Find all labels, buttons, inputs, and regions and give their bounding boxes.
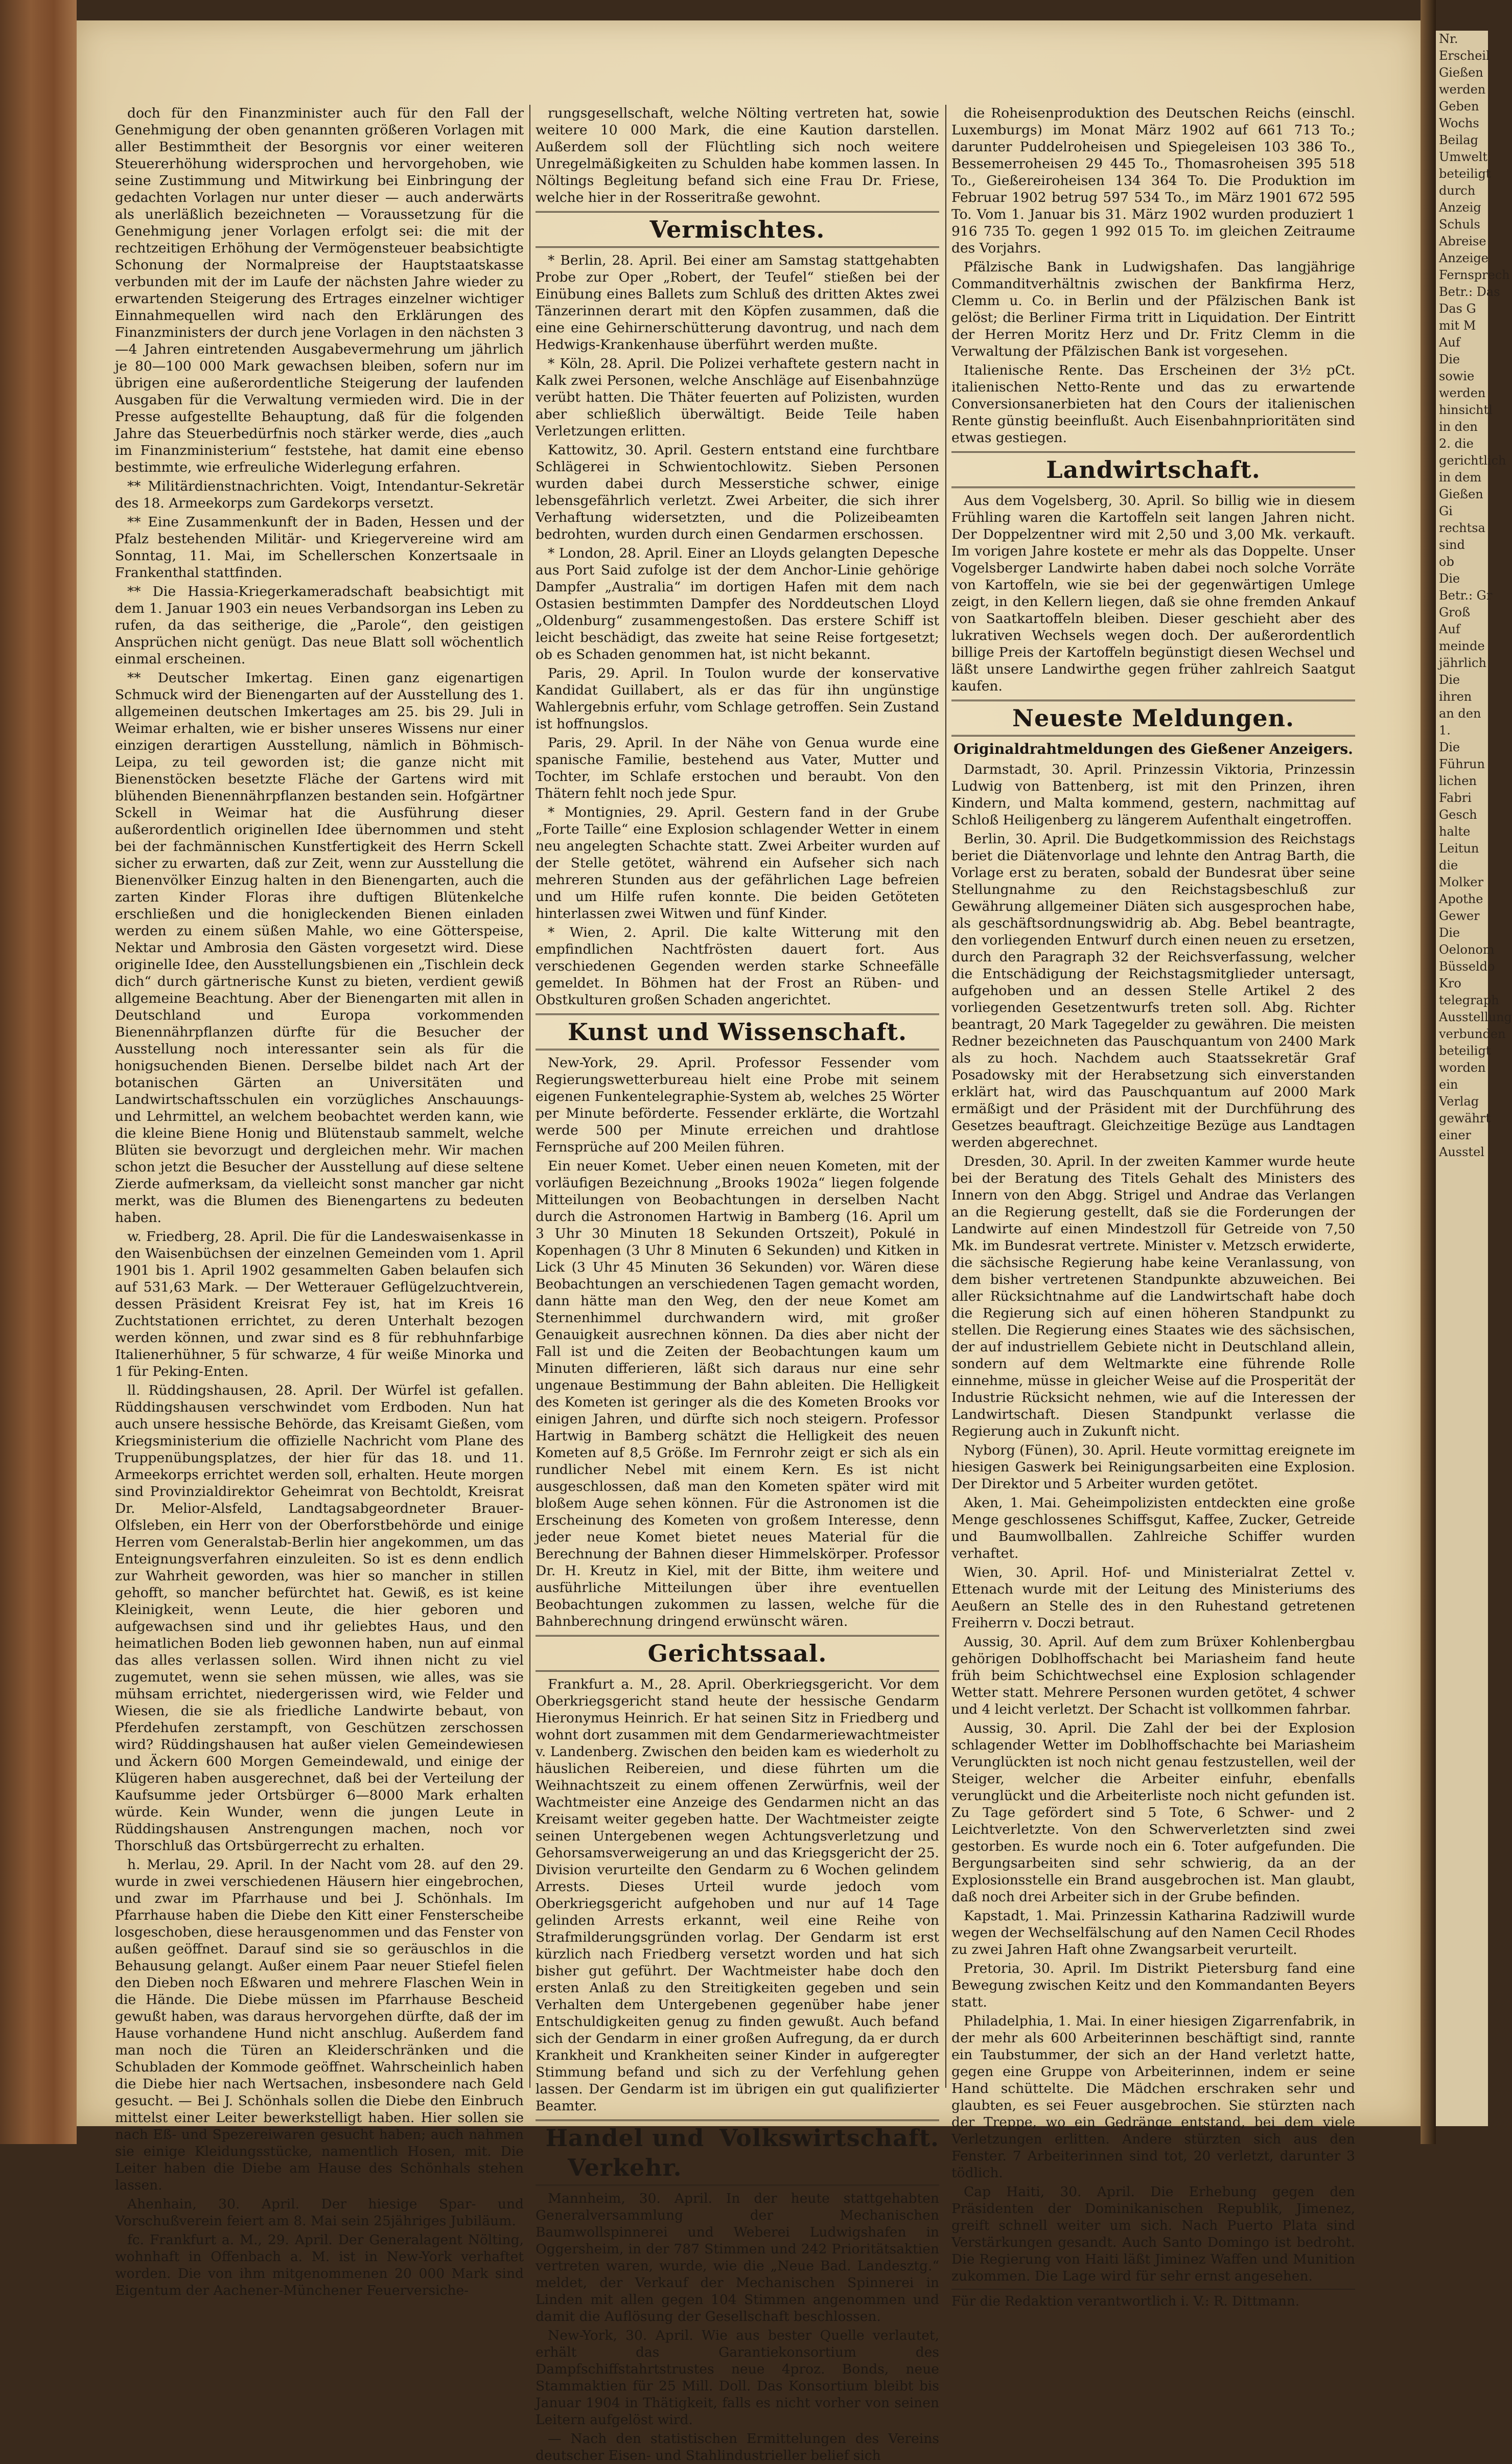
adjacent-page-line: Apothe (1439, 892, 1483, 906)
paragraph: * Montignies, 29. April. Gestern fand in der Grube „Forte Taille“ eine Explosion schlagender Wetter in einem neu angelegten Schachte statt. Zwei Arbeiter wurden auf der Stelle getötet, während ein Aufseher sich nach mehreren Stunden aus der gefährlichen Lage befreien und um Hilfe rufen konnte. Die beiden Getöteten hinterlassen zwei Witwen und fünf Kinder. (536, 804, 939, 922)
adjacent-page-line: halte (1439, 824, 1471, 839)
paragraph: Wien, 30. April. Hof- und Ministerialrat Zettel v. Ettenach wurde mit der Leitung des Ministeriums des Aeußern an Stelle des in den Ruhestand getretenen Freiherrn v. Doczi betraut. (951, 1564, 1355, 1631)
adjacent-page-line: Verlag (1439, 1094, 1479, 1109)
adjacent-page-line: Fabri (1439, 791, 1472, 805)
adjacent-page-line: ihren (1439, 689, 1472, 704)
adjacent-page-line: Gesch (1439, 808, 1477, 822)
paragraph: * London, 28. April. Einer an Lloyds gelangten Depesche aus Port Said zufolge ist der dem Anchor-Linie gehörige Dampfer „Australia“ im dortigen Hafen mit dem nach Ostasien bestimmten Dampfer des Norddeutschen Lloyd „Oldenburg“ zusammengestoßen. Das erstere Schiff ist leicht beschädigt, das zweite hat seine Reise fortgesetzt; ob es Schaden genommen hat, ist nicht bekannt. (536, 545, 939, 662)
paragraph: Paris, 29. April. In der Nähe von Genua wurde eine spanische Familie, bestehend aus Vater, Mutter und Tochter, im Schlafe erstochen und beraubt. Von den Thätern fehlt noch jede Spur. (536, 735, 939, 801)
paragraph: ** Die Hassia-Kriegerkameradschaft beabsichtigt mit dem 1. Januar 1903 ein neues Verbandsorgan ins Leben zu rufen, da das seitherige, die „Parole“, den geistigen Ansprüchen nicht genügt. Das neue Blatt soll wöchentlich einmal erscheinen. (115, 584, 524, 667)
paragraph: rungsgesellschaft, welche Nölting vertreten hat, sowie weitere 10 000 Mark, die eine Kaution darstellen. Außerdem soll der Flüchtling sich noch weitere Unregelmäßigkeiten zu Schulden habe kommen lassen. In Nöltings Begleitung befand sich eine Frau Dr. Friese, welche hier in der Rosseritraße gewohnt. (536, 105, 939, 205)
adjacent-page-line: Ausstellung (1439, 1010, 1512, 1024)
section-heading-kunst: Kunst und Wissenschaft. (536, 1014, 939, 1050)
paragraph: * Berlin, 28. April. Bei einer am Samstag stattgehabten Probe zur Oper „Robert, der Teufel“ stießen bei der Einübung eines Ballets zum Schluß des dritten Aktes zwei Tänzerinnen derart mit den Köpfen zusammen, daß die eine eine Gehirnerschütterung davontrug, und nach dem Hedwigs-Krankenhause überführt werden mußte. (536, 252, 939, 353)
paragraph: Darmstadt, 30. April. Prinzessin Viktoria, Prinzessin Ludwig von Battenberg, ist mit den Prinzen, ihren Kindern, und Malta kommend, gestern, nachmittag auf Schloß Heiligenberg zu längerem Aufenthalt eingetroffen. (951, 762, 1355, 828)
paragraph: — Nach den statistischen Ermittelungen des Vereins deutscher Eisen- und Stahlindustrieller belief sich (536, 2431, 939, 2463)
adjacent-page-line: sind (1439, 538, 1465, 552)
adjacent-page-line: Nr. (1439, 32, 1458, 46)
paragraph: fc. Frankfurt a. M., 29. April. Der Generalagent Nölting, wohnhaft in Offenbach a. M. ist in New-York verhaftet worden. Die von ihm mitgenommenen 20 000 Mark sind Eigentum der Aachener-Münchener Feuerversiche- (115, 2232, 524, 2298)
adjacent-page-line: Die (1439, 740, 1460, 754)
adjacent-page-line: rechtsa (1439, 521, 1485, 535)
editor-footer: Für die Redaktion verantwortlich i. V.: R. Dittmann. (951, 2289, 1355, 2310)
paragraph: Ahenhain, 30. April. Der hiesige Spar- und Vorschußverein feiert am 8. Mai sein 25jähriges Jubiläum. (115, 2196, 524, 2229)
section-heading-handel (536, 2120, 939, 2186)
adjacent-page-line: Auf (1439, 335, 1460, 350)
book-spine (0, 0, 77, 2144)
adjacent-page-line: einer (1439, 1128, 1472, 1142)
adjacent-page-line: sowie (1439, 369, 1475, 383)
paragraph: Aken, 1. Mai. Geheimpolizisten entdeckten eine große Menge geschlossenes Schiffsgut, Kaffee, Zucker, Getreide und Baumwollballen. Zahlreiche Schiffer wurden verhaftet. (951, 1495, 1355, 1561)
paragraph: New-York, 29. April. Professor Fessender vom Regierungswetterbureau hielt eine Probe mit seinem eigenen Funkentelegraphie-System ab, welches 25 Wörter per Minute beförderte. Fessender erklärte, die Wortzahl werde 500 per Minute erreichen und drahtlose Fernsprüche auf 200 Meilen führen. (536, 1055, 939, 1155)
paragraph: * Wien, 2. April. Die kalte Witterung mit den empfindlichen Nachtfrösten dauert fort. Aus verschiedenen Gegenden werden starke Schneefälle gemeldet. In Böhmen hat der Frost an Rüben- und Obstkulturen großen Schaden angerichtet. (536, 925, 939, 1008)
paragraph: Nyborg (Fünen), 30. April. Heute vormittag ereignete im hiesigen Gaswerk bei Reinigungsarbeiten eine Explosion. Der Direktor und 5 Arbeiter wurden getötet. (951, 1442, 1355, 1492)
section-heading-gericht: Gerichtssaal. (536, 1635, 939, 1672)
adjacent-page-line: Anzeig (1439, 200, 1481, 215)
adjacent-page-line: Betr.: Gr (1439, 588, 1493, 603)
paragraph: ** Deutscher Imkertag. Einen ganz eigenartigen Schmuck wird der Bienengarten auf der Ausstellung des 1. allgemeinen deutschen Imkertages am 25. bis 29. Juli in Weimar erhalten, wie er bisher unseres Wissens nur einer einzigen derartigen Ausstellung, nämlich in Böhmisch-Leipa, zu teil geworden ist; die ganze nicht mit Bienenstöcken besetzte Fläche der Gartens wird mit blühenden Bienennährpflanzen bestanden sein. Hofgärtner Sckell in Weimar hat die Ausführung dieser außerordentlich originellen Idee übernommen und steht bei der fachmännischen Kunstfertigkeit des Herrn Sckell sicher zu erwarten, daß zur Zeit, wenn zur Ausstellung die Bienenvölker Einzug halten in den Bienengarten, auch die zarten Kinder Floras ihre duftigen Blütenkelche erschließen und die honigleckenden Bienen einladen werden zu einem süßen Mahle, wo eine Götterspeise, Nektar und Ambrosia den Gästen vorgesetzt wird. Diese originelle Idee, den Ausstellungsbienen ein „Tischlein deck dich“ durch gärtnerische Kunst zu bieten, verdient gewiß allgemeine Beachtung. Aber der Bienengarten mit allen in Deutschland und Europa vorkommenden Bienennährpflanzen dürfte für die Besucher der Ausstellung noch interessanter sein als für die honigsuchenden Bienen. Derselbe bildet nach Art der botanischen Gärten an Universitäten und Landwirtschaftsschulen ein vorzügliches Anschauungs- und Lehrmittel, an welchem beobachtet werden kann, wie die kleine Biene Honig und Blütenstaub sammelt, welche Blüten sie bevorzugt und dergleichen mehr. Wir machen schon jetzt die Besucher der Ausstellung auf diese seltene Zierde aufmerksam, da vielleicht sonst mancher gar nicht merkt, was die Blumen des Bienengartens zu bedeuten haben. (115, 670, 524, 1226)
paragraph: Kapstadt, 1. Mai. Prinzessin Katharina Radziwill wurde wegen der Wechselfälschung auf den Namen Cecil Rhodes zu zwei Jahren Haft ohne Zwangsarbeit verurteilt. (951, 1908, 1355, 1958)
column-rule (529, 105, 530, 2088)
heading-volkswirtschaft: Volkswirtschaft. (719, 2124, 939, 2152)
paragraph: Aussig, 30. April. Die Zahl der bei der Explosion schlagender Wetter im Doblhoffschachte bei Mariasheim Verunglückten ist noch nicht genau festzustellen, weil der Steiger, welcher die Arbeiter einfuhr, ebenfalls verunglückt und die Arbeiterliste noch nicht gefunden ist. Zu Tage gefördert sind 5 Tote, 6 Schwer- und 2 Leichtverletzte. Von den Schwerverletzten sind zwei gestorben. Es wurde noch ein 6. Toter aufgefunden. Die Bergungsarbeiten sind sehr schwierig, da an der Explosionsstelle ein Brand ausgebrochen ist. Man glaubt, daß noch drei Arbeiter sich in der Grube befinden. (951, 1720, 1355, 1905)
paragraph: ll. Rüddingshausen, 28. April. Der Würfel ist gefallen. Rüddingshausen verschwindet vom Erdboden. Nun hat auch unsere hessische Behörde, das Kreisamt Gießen, vom Kriegsministerium die offizielle Nachricht vom Plane des Truppenübungsplatzes, der hier für das 18. und 11. Armeekorps errichtet werden soll, erhalten. Heute morgen sind Provinzialdirektor Geheimrat von Bechtoldt, Kreisrat Dr. Melior-Alsfeld, Landtagsabgeordneter Brauer-Olfsleben, ein Herr von der Oberforstbehörde und einige Herren vom Generalstab-Berlin hier angekommen, um das Enteignungsverfahren einzuleiten. So ist es denn endlich zur Wahrheit geworden, was hier so mancher in stillen gehofft, so mancher befürchtet hat. Gewiß, es ist keine Kleinigkeit, wenn Leute, die hier geboren und aufgewachsen sind und ihr geliebtes Haus, und den heimatlichen Boden lieb gewonnen haben, nun auf einmal das alles verlassen sollen. Wird ihnen nicht zu viel zugemutet, wenn sie sehen müssen, wie alles, was sie mühsam errichtet, niedergerissen wird, wie Felder und Wiesen, die sie als friedliche Landwirte bebaut, von Pferdehufen zerstampft, von Geschützen zerschossen wird? Rüddingshausen hat außer vielen Gemeindewiesen und Äckern 600 Morgen Gemeindewald, und einige der Klügeren haben ausgerechnet, daß bei der Verteilung der Kaufsumme jeder Ortsbürger 6—8000 Mark erhalten würde. Kein Wunder, wenn die jungen Leute in Rüddingshausen Anstrengungen machen, noch vor Thorschluß das Ortsbürgerrecht zu erhalten. (115, 1383, 524, 1854)
adjacent-page-line: in dem (1439, 470, 1482, 485)
adjacent-page-line: Gewer (1439, 909, 1480, 923)
adjacent-page-line: Die (1439, 352, 1460, 366)
adjacent-page-line: Gi (1439, 504, 1453, 518)
page-gutter (1421, 0, 1436, 2144)
adjacent-page-line: lichen (1439, 774, 1477, 788)
adjacent-page-line: Anzeige (1439, 251, 1488, 265)
adjacent-page-line: gewährt (1439, 1111, 1491, 1125)
paragraph: Kattowitz, 30. April. Gestern entstand eine furchtbare Schlägerei in Schwientochlowitz. Sieben Personen wurden dabei durch Messerstiche schwer, einige lebensgefährlich verletzt. Zwei Arbeiter, die sich ihrer Verhaftung widersetzten, und die Polizeibeamten bedrohten, wurden durch einen Gendarmen erschossen. (536, 442, 939, 542)
adjacent-page-line: Die (1439, 571, 1460, 586)
adjacent-page-line: Betr.: Das (1439, 285, 1500, 299)
adjacent-page-line: Gießen (1439, 65, 1483, 80)
adjacent-page-line: an den (1439, 706, 1481, 721)
column-2 (536, 105, 939, 2463)
paragraph: Ein neuer Komet. Ueber einen neuen Kometen, mit der vorläufigen Bezeichnung „Brooks 1902a“ liegen folgende Mitteilungen von Beobachtungen in derselben Nacht durch die Astronomen Hartwig in Bamberg (16. April um 3 Uhr 30 Minuten 18 Sekunden Ortszeit), Pokulé in Kopenhagen (3 Uhr 8 Minuten 6 Sekunden) und Kitken in Lick (3 Uhr 45 Minuten 36 Sekunden) vor. Wären diese Beobachtungen an verschiedenen Tagen gemacht worden, dann hätte man den Weg, den der neue Komet am Sternenhimmel durchwandern wird, mit großer Genauigkeit ausrechnen können. Da dies aber nicht der Fall ist und die Zeiten der Beobachtungen kaum um Minuten differieren, läßt sich daraus nur eine sehr ungenaue Bestimmung der Bahn ableiten. Die Helligkeit des Kometen ist geringer als die des Kometen Brooks vor einigen Jahren, und dürfte sich noch steigern. Professor Hartwig in Bamberg schätzt die Helligkeit des neuen Kometen auf 8,5 Größe. Im Fernrohr zeigt er sich als ein rundlicher Nebel mit einem Kern. Es ist nicht ausgeschlossen, daß man den Kometen später wird mit bloßem Auge sehen können. Für die Astronomen ist die Erscheinung des Kometen von großem Interesse, denn jeder neue Komet bietet neues Material für die Berechnung der Bahnen dieser Himmelskörper. Professor Dr. H. Kreutz in Kiel, mit der Bitte, ihm weitere und ausführliche Mitteilungen über ihre eventuellen Beobachtungen zukommen zu lassen, welche für die Bahnberechnung dringend erwünscht wären. (536, 1158, 939, 1629)
adjacent-page-line: Die (1439, 673, 1460, 687)
adjacent-page-line: Büsseldo (1439, 959, 1495, 974)
adjacent-page-line: Geben (1439, 99, 1479, 113)
adjacent-page-line: Gießen (1439, 487, 1483, 501)
adjacent-page-line: ein (1439, 1077, 1458, 1092)
adjacent-page-line: Kro (1439, 976, 1461, 991)
adjacent-page-line: Abreise (1439, 234, 1486, 248)
adjacent-page-line: gerichtlich (1439, 453, 1506, 468)
column-1 (115, 105, 524, 2298)
adjacent-page-line: werden (1439, 386, 1486, 400)
adjacent-page-line: verbunden (1439, 1027, 1506, 1041)
paragraph: ** Eine Zusammenkunft der in Baden, Hessen und der Pfalz bestehenden Militär- und Kriegervereine wird am Sonntag, 11. Mai, im Schellerschen Konzertsaale in Frankenthal stattfinden. (115, 514, 524, 581)
paragraph: Cap Haiti, 30. April. Die Erhebung gegen den Präsidenten der Dominikanischen Republik, Jimenez, greift schnell weiter um sich. Nach Puerto Plata sind Verstärkungen gesandt. Auch Santo Domingo ist bedroht. Die Regierung von Haiti läßt Jiminez Waffen und Munition zukommen. Die Lage wird für sehr ernst angesehen. (951, 2184, 1355, 2284)
adjacent-page-edge (1436, 31, 1512, 2126)
adjacent-page-line: 1. (1439, 723, 1451, 738)
section-subheading: Originaldrahtmeldungen des Gießener Anzeigers. (953, 741, 1353, 757)
adjacent-page-line: Ausstel (1439, 1145, 1484, 1159)
paragraph: w. Friedberg, 28. April. Die für die Landeswaisenkasse in den Waisenbüchsen der einzelnen Gemeinden vom 1. April 1901 bis 1. April 1902 gesammelten Gaben belaufen sich auf 531,63 Mark. — Der Wetterauer Geflügelzuchtverein, dessen Präsident Kreisrat Fey ist, hat im Kreis 16 Zuchtstationen errichtet, zu deren Unterhalt bezogen werden können, und zwar sind es 8 für rebhuhnfarbige Italienerhühner, 5 für schwarze, 4 für weiße Minorka und 1 für Peking-Enten. (115, 1229, 524, 1379)
adjacent-page-line: Oelonom (1439, 942, 1495, 957)
paragraph: Dresden, 30. April. In der zweiten Kammer wurde heute bei der Beratung des Titels Gehalt des Ministers des Innern von den Abgg. Strigel und Andrae das Verlangen an die Regierung gestellt, daß sie die Forderungen der Landwirte auf einen Mindestzoll für Getreide von 7,50 Mk. im Bundesrat vertrete. Minister v. Metzsch erwiderte, die sächsische Regierung habe keine Veranlassung, von dem bisher vertretenen Standpunkte abzuweichen. Bei aller Rücksichtnahme auf die Landwirtschaft habe doch die Regierung sich auf einen höheren Standpunkt zu stellen. Die Regierung eines Staates wie des sächsischen, der auf industriellem Gebiete nicht in Deutschland allein, sondern auf dem Weltmarkte eine führende Rolle einnehme, müsse in gleicher Weise auf die Prosperität der Industrie Rücksicht nehmen, wie auf die Interessen der Landwirtschaft. Diesen Standpunkt verlasse die Regierung auch in Zukunft nicht. (951, 1154, 1355, 1439)
paragraph: ** Militärdienstnachrichten. Voigt, Intendantur-Sekretär des 18. Armeekorps zum Gardekorps versetzt. (115, 478, 524, 511)
adjacent-page-line: jährlich (1439, 656, 1486, 670)
adjacent-page-line: telegraph (1439, 993, 1499, 1007)
adjacent-page-line: Molker (1439, 875, 1483, 889)
section-heading-neueste: Neueste Meldungen. (951, 700, 1355, 736)
adjacent-page-line: beteiligt (1439, 1044, 1491, 1058)
paragraph: * Köln, 28. April. Die Polizei verhaftete gestern nacht in Kalk zwei Personen, welche Anschläge auf Eisenbahnzüge verübt hatten. Die Thäter feuerten auf Polizisten, wurden aber schließlich überwältigt. Beide Teile haben Verletzungen erlitten. (536, 356, 939, 439)
heading-handel: Handel und Verkehr. (545, 2124, 705, 2181)
paragraph: Aussig, 30. April. Auf dem zum Brüxer Kohlenbergbau gehörigen Doblhoffschacht bei Mariasheim fand heute früh beim Schichtwechsel eine Explosion schlagender Wetter statt. Mehrere Personen wurden getötet, 4 schwer und 4 leicht verletzt. Der Schacht ist vollkommen fahrbar. (951, 1634, 1355, 1717)
adjacent-page-line: worden (1439, 1061, 1486, 1075)
adjacent-page-line: hinsichtl (1439, 403, 1493, 417)
adjacent-page-line: Fernsprech (1439, 268, 1510, 282)
section-heading-vermischtes: Vermischtes. (536, 211, 939, 248)
adjacent-page-line: meinde (1439, 639, 1485, 653)
adjacent-page-line: 2. die (1439, 436, 1474, 451)
adjacent-page-line: Auf (1439, 622, 1460, 636)
adjacent-page-line: Groß (1439, 605, 1471, 619)
paragraph: Italienische Rente. Das Erscheinen der 3½ pCt. italienischen Netto-Rente und das zu erwartende Conversionsanerbieten hat den Cours der italienischen Rente günstig beeinflußt. Auch Eisenbahnprioritäten sind etwas gestiegen. (951, 362, 1355, 446)
adjacent-page-line: Schuls (1439, 217, 1480, 232)
paragraph: Pfälzische Bank in Ludwigshafen. Das langjährige Commanditverhältnis zwischen der Bankfirma Herz, Clemm u. Co. in Berlin und der Pfälzischen Bank ist gelöst; die Berliner Firma tritt in Liquidation. Der Eintritt der Herren Moritz Herz und Dr. Fritz Clemm in die Verwaltung der Pfälzischen Bank ist vorgesehen. (951, 259, 1355, 359)
adjacent-page-line: die (1439, 858, 1458, 872)
paragraph: h. Merlau, 29. April. In der Nacht vom 28. auf den 29. wurde in zwei verschiedenen Häusern hier eingebrochen, und zwar im Pfarrhause und bei J. Schönhals. Im Pfarrhause haben die Diebe den Kitt einer Fensterscheibe losgeschoben, diese herausgenommen und das Fenster von außen geöffnet. Darauf sind sie so geräuschlos in die Behausung gelangt. Außer einem Paar neuer Stiefel fielen den Dieben noch Eßwaren und mehrere Flaschen Wein in die Hände. Die Diebe müssen im Pfarrhause Bescheid gewußt haben, was daraus hervorgehen dürfte, daß der im Hause vorhandene Hund nicht anschlug. Außerdem fand man noch die Türen an Kleiderschränken und die Schubladen der Kommode geöffnet. Wahrscheinlich haben die Diebe hier nach Wertsachen, insbesondere nach Geld gesucht. — Bei J. Schönhals sollen die Diebe den Einbruch mittelst einer Leiter bewerkstelligt haben. Hier sollen sie nach Eß- und Spezereiwaren gesucht haben; auch nahmen sie einige Kleidungsstücke, namentlich Hosen, mit. Die Leiter haben die Diebe am Hause des Schönhals stehen lassen. (115, 1857, 524, 2193)
paragraph: Aus dem Vogelsberg, 30. April. So billig wie in diesem Frühling waren die Kartoffeln seit langen Jahren nicht. Der Doppelzentner wird mit 2,50 und 3,00 Mk. verkauft. Im vorigen Jahre kostete er mehr als das Doppelte. Unser Vogelsberger Landwirte haben dabei noch solche Vorräte von Kartoffeln, wie sie bei der gegenwärtigen Umlege zeigt, in den Kellern liegen, daß sie ohne fremden Ankauf von Saatkartoffeln bleiben. Dieser geschieht aber des lukrativen Wechsels wegen doch. Der außerordentlich billige Preis der Kartoffeln begünstigt diesen Wechsel und läßt unsere Landwirthe gegen früher zahlreich Saatgut kaufen. (951, 493, 1355, 694)
column-3 (951, 105, 1355, 2309)
adjacent-page-line: durch (1439, 183, 1476, 198)
adjacent-page-line: Umwelt (1439, 150, 1488, 164)
adjacent-page-line: Erscheil (1439, 49, 1490, 63)
paragraph: doch für den Finanzminister auch für den Fall der Genehmigung der oben genannten größeren Vorlagen mit aller Bestimmtheit der Besorgnis vor einer weiteren Steuererhöhung widersprochen und hervorgehoben, wie seine Zustimmung und Mitwirkung bei Einbringung der gedachten Vorlagen nur unter dieser — auch anderwärts als unerläßlich bezeichneten — Voraussetzung für die Genehmigung jener Vorlagen erfolgt sei: die mit der rechtzeitigen Erhöhung der Vermögensteuer beabsichtigte Schonung der Normalpreise der Hauptstaatskasse verbunden mit der im Laufe der nächsten Jahre wieder zu erwartenden Steigerung des Ertrages einzelner wichtiger Einnahmequellen wird nach den Erklärungen des Finanzministers der durch jene Vorlagen in den nächsten 3—4 Jahren eintretenden Ausgabevermehrung um jährlich je 80—100 000 Mark gewachsen bleiben, sofern nur im übrigen eine außerordentliche Steigerung der laufenden Ausgaben für die Verwaltung vermieden wird. Die in der Presse aufgestellte Behauptung, daß für die folgenden Jahre das Steuerbedürfnis noch stärker werde, dies „auch im Finanzministerium“ feststehe, hat damit eine ebenso bestimmte, wie erfreuliche Widerlegung erfahren. (115, 105, 524, 475)
paragraph: Philadelphia, 1. Mai. In einer hiesigen Zigarrenfabrik, in der mehr als 600 Arbeiterinnen beschäftigt sind, rannte ein Taubstummer, der sich an der Hand verletzt hatte, gegen eine Gruppe von Arbeiterinnen, indem er seine Hand schüttelte. Die Mädchen erschraken sehr und glaubten, es sei Feuer ausgebrochen. Sie stürzten nach der Treppe, wo ein Gedränge entstand, bei dem viele Verletzungen erlitten. Andere stürzten sich aus den Fenster. 7 Arbeiterinnen sind tot, 20 verletzt, darunter 3 tödlich. (951, 2013, 1355, 2181)
adjacent-page-line: in den (1439, 420, 1478, 434)
adjacent-page-line: mit M (1439, 318, 1476, 333)
adjacent-page-line: Wochs (1439, 116, 1479, 130)
paragraph: Paris, 29. April. In Toulon wurde der konservative Kandidat Guillabert, als er das für ihn ungünstige Wahlergebnis erfuhr, vom Schlage getroffen. Sein Zustand ist hoffnungslos. (536, 665, 939, 732)
column-rule (945, 105, 946, 2088)
paragraph: Frankfurt a. M., 28. April. Oberkriegsgericht. Vor dem Oberkriegsgericht stand heute der hessische Gendarm Hieronymus Heinrich. Er hat seinen Sitz in Friedberg und wohnt dort zusammen mit dem Gendarmeriewachtmeister v. Landenberg. Zwischen den beiden kam es wiederholt zu häuslichen Reibereien, und diese führten um die Weihnachtszeit zu einem offenen Zerwürfnis, weil der Wachtmeister eine Anzeige des Gendarmen nicht an das Kreisamt weiter gegeben hatte. Der Wachtmeister zeigte seinen Untergebenen wegen Achtungsverletzung und Gehorsamsverweigerung an und das Kriegsgericht der 25. Division verurteilte den Gendarm zu 6 Wochen gelindem Arrests. Dieses Urteil wurde jedoch vom Oberkriegsgericht aufgehoben und nur auf 14 Tage gelinden Arrests erkannt, weil eine Reihe von Strafmilderungsgründen vorlag. Der Gendarm ist erst kürzlich nach Friedberg versetzt worden und hat sich bisher gut geführt. Der Wachtmeister habe doch den ersten Anlaß zu den Streitigkeiten gegeben und sein Verhalten dem Untergebenen gegenüber habe jener Entschuldigkeiten genug zu finden gewußt. Auch befand sich der Gendarm in einer großen Aufregung, da er durch Krankheit und Krankheiten seiner Kinder in aufgeregter Stimmung befand und sich zu der Verfehlung gehen lassen. Der Gendarm ist im übrigen ein gut qualifizierter Beamter. (536, 1676, 939, 2114)
adjacent-page-line: Beilag (1439, 133, 1478, 147)
adjacent-page-line: Das G (1439, 302, 1476, 316)
paragraph: Pretoria, 30. April. Im Distrikt Pietersburg fand eine Bewegung zwischen Keitz und den Kommandanten Beyers statt. (951, 1961, 1355, 2010)
adjacent-page-line: ob (1439, 555, 1454, 569)
paragraph: die Roheisenproduktion des Deutschen Reichs (einschl. Luxemburgs) im Monat März 1902 auf 661 713 To.; darunter Puddelroheisen und Spiegeleisen 103 386 To., Bessemerroheisen 29 445 To., Thomasroheisen 395 518 To., Gießereiroheisen 134 364 To. Die Produktion im Februar 1902 betrug 597 534 To., im März 1901 672 595 To. Vom 1. Januar bis 31. März 1902 wurden produziert 1 916 735 To. gegen 1 992 015 To. im gleichen Zeitraume des Vorjahrs. (951, 105, 1355, 256)
paragraph: Mannheim, 30. April. In der heute stattgehabten Generalversammlung der Mechanischen Baumwollspinnerei und Weberei Ludwigshafen in Oggersheim, in der 787 Stimmen und 242 Prioritätsaktien vertreten waren, wurde, wie die „Neue Bad. Landesztg.“ meldet, der Verkauf der Mechanischen Spinnerei in Linden mit allen gegen 104 Stimmen angenommen und damit die Auflösung der Gesellschaft beschlossen. (536, 2191, 939, 2324)
paragraph: New-York, 30. April. Wie aus bester Quelle verlautet, erhält das Garantiekonsortium des Dampfschiffstahrtstrustes neue 4proz. Bonds, neue Stammaktien für 25 Mill. Doll. Das Konsortium bleibt bis Januar 1904 in Thätigkeit, falls es nicht vorher von seinen Leitern aufgelöst wird. (536, 2328, 939, 2428)
section-heading-landwirtschaft: Landwirtschaft. (951, 451, 1355, 488)
adjacent-page-line: beteiligt (1439, 167, 1491, 181)
adjacent-page-line: Führun (1439, 757, 1485, 771)
adjacent-page-line: Die (1439, 926, 1460, 940)
adjacent-page-line: werden (1439, 82, 1486, 97)
adjacent-page-line: Leitun (1439, 841, 1479, 856)
paragraph: Berlin, 30. April. Die Budgetkommission des Reichstags beriet die Diätenvorlage und lehnte den Antrag Barth, die Vorlage erst zu beraten, sobald der Bundesrat über seine Stellungnahme zu den Reichstagsbeschluß zur Gewährung allgemeiner Diäten sich ausgesprochen habe, als geschäftsordnungswidrig ab. Abg. Bebel beantragte, den vorliegenden Entwurf durch einen neuen zu ersetzen, durch den Paragraph 32 der Reichsverfassung, welcher die Entschädigung der Reichstagsmitglieder untersagt, aufgehoben und an dessen Stelle Artikel 2 des vorliegenden Gesetzentwurfs treten soll. Abg. Richter beantragt, 20 Mark Tagegelder zu gewähren. Die meisten Redner bezeichneten das Pauschquantum von 2400 Mark als zu hoch. Nachdem auch Staatssekretär Graf Posadowsky mit der Herabsetzung sich einverstanden erklärt hat, wird das Pauschquantum auf 2000 Mark ermäßigt und der Präsident mit der Durchführung des Gesetzes beauftragt. Gleichzeitige Bezüge aus Landtagen werden abgerechnet. (951, 831, 1355, 1150)
